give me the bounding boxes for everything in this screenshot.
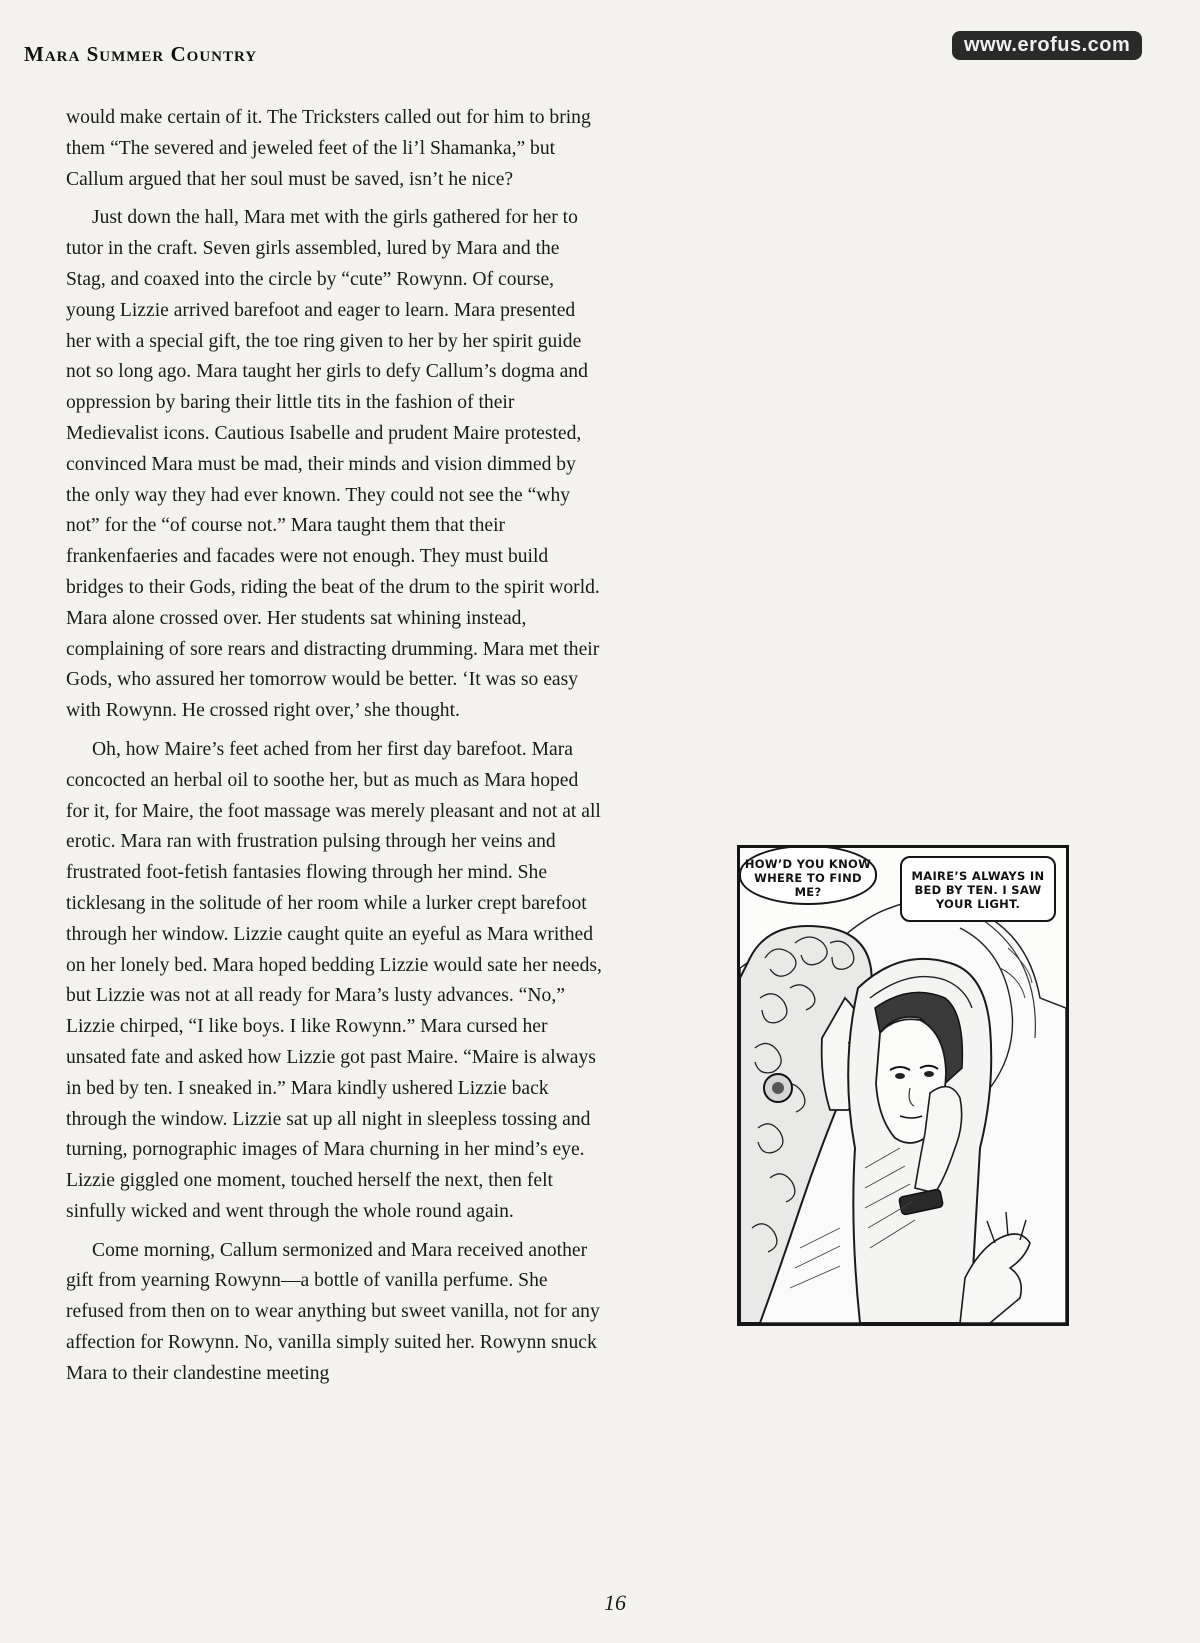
page-number: 16: [604, 1590, 626, 1615]
paragraph-4: Come morning, Callum sermonized and Mara received another gift from yearning Rowynn—a bottle of vanilla perfume. She refused from then on to wear anything but sweet vanilla, not for any affection for Rowynn. No, vanilla simply suited her. Rowynn snuck Mara to their clandestine meeting: [66, 1239, 600, 1384]
paragraph-3: Oh, how Maire’s feet ached from her first day barefoot. Mara concocted an herbal oil to soothe her, but as much as Mara hoped for it, for Maire, the foot massage was merely pleasant and not at all erotic. Mara ran with frustration pulsing through her veins and frustrated foot-fetish fantasies flowing through her mind. She ticklesang in the solitude of her room while a lurker crept barefoot through her window. Lizzie caught quite an eyeful as Mara writhed on her lonely bed. Mara hoped bedding Lizzie would sate her needs, but Lizzie was not at all ready for Mara’s lusty advances. “No,” Lizzie chirped, “I like boys. I like Rowynn.” Mara cursed her unsated fate and asked how Lizzie got past Maire. “Maire is always in bed by ten. I sneaked in.” Mara kindly ushered Lizzie back through the window. Lizzie sat up all night in sleepless tossing and turning, pornographic images of Mara churning in her mind’s eye. Lizzie giggled one moment, touched herself the next, then felt sinfully wicked and went through the whole round again.: [66, 738, 602, 1222]
paragraph-1: would make certain of it. The Tricksters called out for him to bring them “The severed and jeweled feet of the li’l Shamanka,” but Callum argued that her soul must be saved, isn’t he nice?: [66, 107, 591, 190]
article-body: [66, 103, 603, 1398]
paragraph-2: Just down the hall, Mara met with the girls gathered for her to tutor in the craft. Seven girls assembled, lured by Mara and the Stag, and coaxed into the circle by “cute” Rowynn. Of course, young Lizzie arrived barefoot and eager to learn. Mara presented her with a special gift, the toe ring given to her by her spirit guide not so long ago. Mara taught her girls to defy Callum’s dogma and oppression by baring their little tits in the fashion of their Medievalist icons. Cautious Isabelle and prudent Maire protested, convinced Mara must be mad, their minds and vision dimmed by the only way they had ever known. They could not see the “why not” for the “of course not.” Mara taught them that their frankenfaeries and facades were not enough. They must build bridges to their Gods, riding the beat of the drum to the spirit world. Mara alone crossed over. Her students sat whining instead, complaining of sore rears and distracting drumming. Mara met their Gods, who assured her tomorrow would be better. ‘It was so easy with Rowynn. He crossed right over,’ she thought.: [66, 207, 600, 722]
watermark-badge: www.erofus.com: [952, 31, 1142, 60]
speech-bubble-right: MAIRE’S ALWAYS IN BED BY TEN. I SAW YOUR LIGHT.: [900, 856, 1056, 922]
comic-panel: [737, 845, 1069, 1326]
running-header: Mara Summer Country: [24, 42, 258, 66]
speech-bubble-left: HOW’D YOU KNOW WHERE TO FIND ME?: [739, 845, 877, 905]
